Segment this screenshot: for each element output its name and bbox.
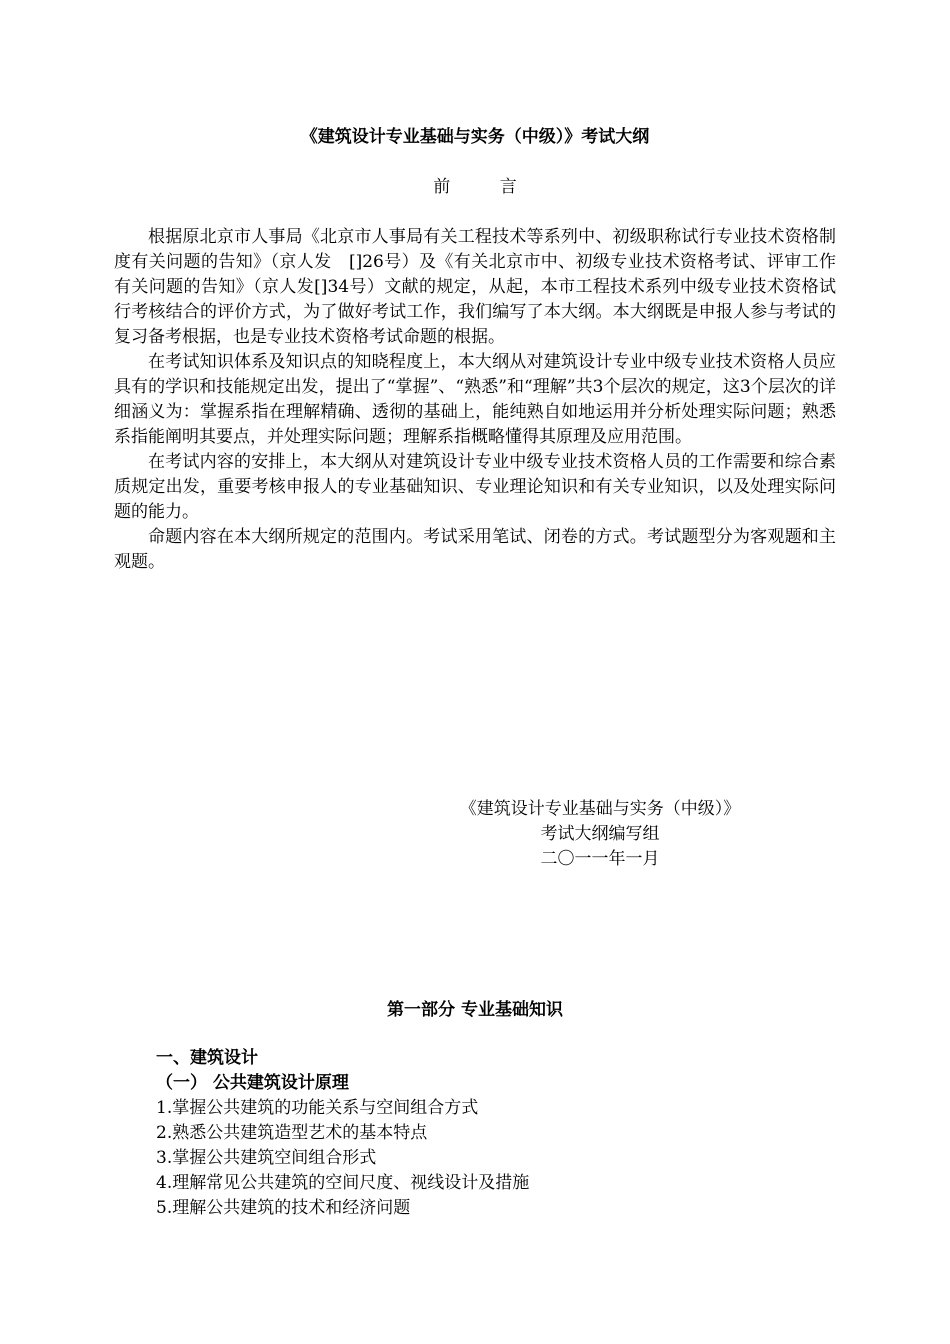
list-item: 3.掌握公共建筑空间组合形式: [156, 1148, 377, 1168]
list-item: 4.理解常见公共建筑的空间尺度、视线设计及措施: [156, 1173, 530, 1193]
signature-date: 二〇一一年一月: [540, 849, 660, 869]
preface-heading-char-2: 言: [499, 177, 517, 197]
preface-paragraph-1: 根据原北京市人事局《北京市人事局有关工程技术等系列中、初级职称试行专业技术资格制度有关问题的告知》（京人发 []26号）及《有关北京市中、初级专业技术资格考试、评审工作有关问题的告知》（京人发[]34号）文献的规定，从起，本市工程技术系列中级专业技术资格试行考核结合的评价方式，为了做好考试工作，我们编写了本大纲。本大纲既是申报人参与考试的复习备考根据，也是专业技术资格考试命题的根据。: [114, 227, 836, 347]
syllabus-outline: [156, 1046, 836, 1221]
signature-block: [350, 797, 850, 872]
preface-paragraph-3: 在考试内容的安排上，本大纲从对建筑设计专业中级专业技术资格人员的工作需要和综合素质规定出发，重要考核申报人的专业基础知识、专业理论知识和有关专业知识，以及处理实际问题的能力。: [114, 452, 836, 522]
preface-heading: [0, 174, 950, 200]
signature-group: 考试大纲编写组: [540, 824, 660, 844]
list-item: 2.熟悉公共建筑造型艺术的基本特点: [156, 1123, 428, 1143]
list-item: 1.掌握公共建筑的功能关系与空间组合方式: [156, 1098, 479, 1118]
list-item: 5.理解公共建筑的技术和经济问题: [156, 1198, 411, 1218]
preface-paragraph-4: 命题内容在本大纲所规定的范围内。考试采用笔试、闭卷的方式。考试题型分为客观题和主观题。: [114, 527, 836, 572]
section-heading: 一、建筑设计: [156, 1048, 258, 1068]
subsection-heading: （一） 公共建筑设计原理: [156, 1073, 349, 1093]
preface-body: [114, 225, 836, 575]
signature-book-title: 《建筑设计专业基础与实务（中级）》: [459, 799, 741, 819]
preface-paragraph-2: 在考试知识体系及知识点的知晓程度上，本大纲从对建筑设计专业中级专业技术资格人员应具有的学识和技能规定出发，提出了“掌握”、“熟悉”和“理解”共3个层次的规定，这3个层次的详细涵义为：掌握系指在理解精确、透彻的基础上，能纯熟自如地运用并分析处理实际问题；熟悉系指能阐明其要点，并处理实际问题；理解系指概略懂得其原理及应用范围。: [114, 352, 836, 447]
preface-heading-char-1: 前: [433, 177, 451, 197]
part-title: 第一部分 专业基础知识: [387, 1000, 563, 1020]
document-title: 《建筑设计专业基础与实务（中级）》考试大纲: [300, 127, 650, 147]
